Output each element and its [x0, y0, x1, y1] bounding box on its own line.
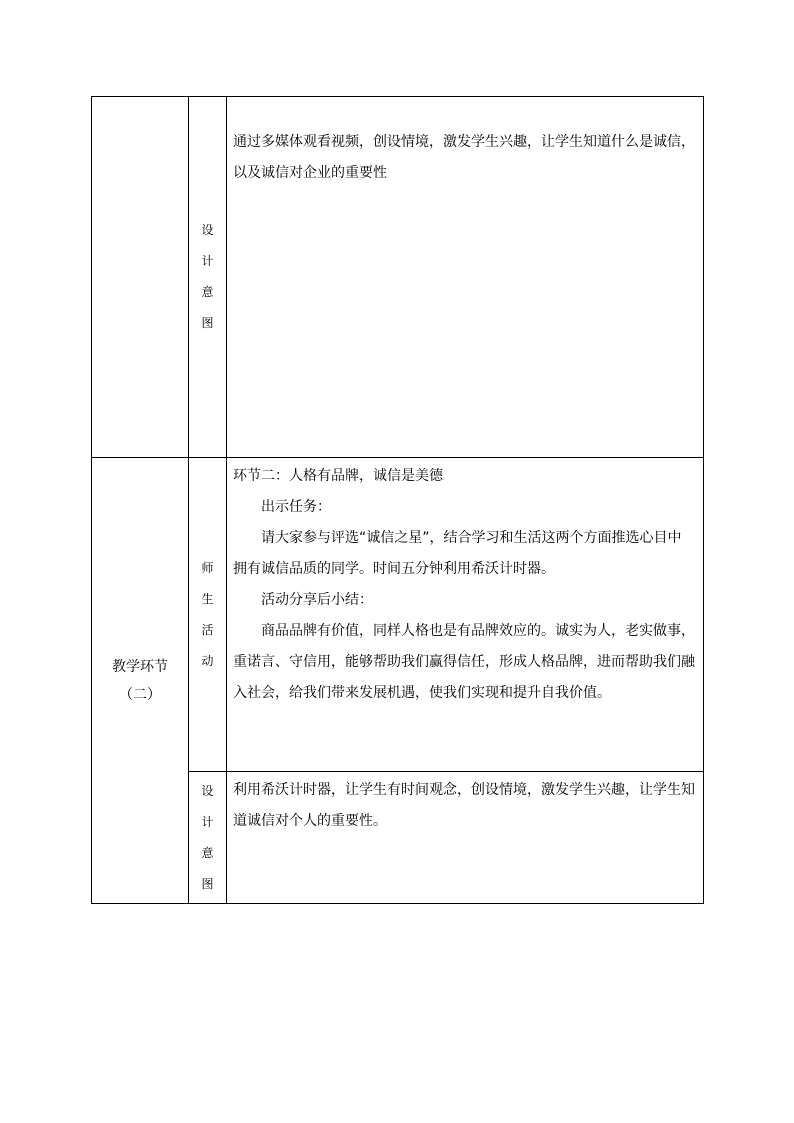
teacher-student-activity-row — [92, 458, 704, 772]
summary-text: 商品品牌有价值，同样人格也是有品牌效应的。诚实为人，老实做事，重诺言、守信用，能够帮助我们赢得信任，形成人格品牌，进而帮助我们融入社会，给我们带来发展机遇，使我们实现和提升自我价值。 — [233, 623, 695, 701]
task-heading: 出示任务： — [261, 499, 331, 515]
design-intent-content-2 — [227, 772, 704, 904]
activity-title: 环节二：人格有品牌，诚信是美德 — [233, 468, 443, 484]
design-intent-text-2: 利用希沃计时器，让学生有时间观念，创设情境，激发学生兴趣，让学生知道诚信对个人的重要性。 — [233, 782, 695, 829]
teacher-student-activity-content — [227, 458, 704, 772]
design-intent-row-1 — [92, 97, 704, 458]
summary-heading: 活动分享后小结： — [261, 592, 373, 608]
stage-cell-empty — [92, 97, 189, 458]
stage-label-2: 教学环节 （二） — [92, 458, 189, 904]
design-intent-text-1: 通过多媒体观看视频，创设情境，激发学生兴趣，让学生知道什么是诚信，以及诚信对企业的重要性 — [233, 134, 695, 181]
lesson-plan-table — [91, 96, 704, 904]
task-text: 请大家参与评选“诚信之星”，结合学习和生活这两个方面推选心目中拥有诚信品质的同学。时间五分钟利用希沃计时器。 — [233, 530, 682, 577]
teacher-student-activity-label: 师 生 活 动 — [189, 458, 227, 772]
design-intent-label-1: 设 计 意 图 — [189, 97, 227, 458]
design-intent-label-2: 设 计 意 图 — [189, 772, 227, 904]
design-intent-content-1 — [227, 97, 704, 458]
